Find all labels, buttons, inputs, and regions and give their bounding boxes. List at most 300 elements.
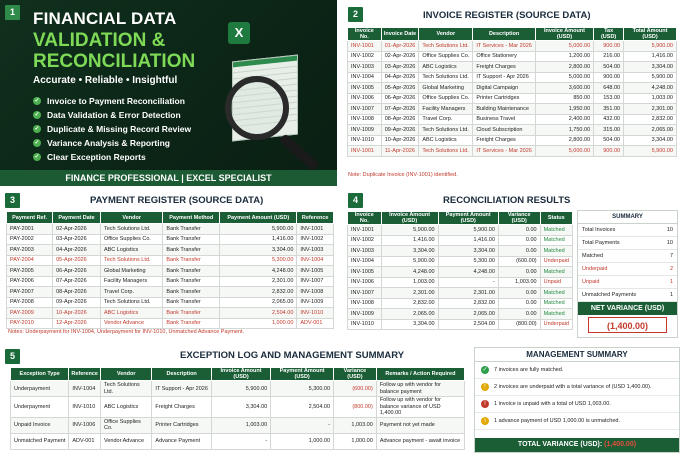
table-cell: 850.00 — [535, 93, 593, 104]
table-cell: (600.00) — [498, 256, 540, 267]
table-cell: 351.00 — [594, 104, 624, 115]
table-cell: 03-Apr-2026 — [53, 234, 101, 245]
table-cell: Freight Charges — [473, 135, 536, 146]
table-cell: INV-1007 — [348, 104, 382, 115]
feature-item: ✓ Invoice to Payment Reconciliation — [34, 96, 185, 106]
table-cell: 1,003.00 — [334, 417, 377, 433]
table-cell: 07-Apr-2026 — [381, 104, 419, 115]
table-cell: Office Supplies Co. — [100, 234, 162, 245]
table-cell: 153.00 — [594, 93, 624, 104]
check-icon: ✓ — [482, 367, 488, 373]
table-header-row — [11, 368, 465, 381]
table-cell: 2,832.00 — [381, 298, 438, 309]
summary-label: Unmatched Payments — [582, 292, 637, 298]
table-row — [348, 277, 573, 288]
table-cell: INV-1002 — [297, 234, 334, 245]
table-row — [7, 234, 334, 245]
table-cell: PAY-2003 — [7, 245, 53, 256]
table-cell: IT Services - Mar 2026 — [473, 41, 536, 52]
table-cell: 04-Apr-2026 — [53, 245, 101, 256]
table-cell: INV-1008 — [297, 287, 334, 298]
table-cell: INV-1002 — [348, 235, 382, 246]
check-icon: ✓ — [34, 98, 40, 104]
table-cell: Unmatched Payment — [11, 433, 69, 449]
table-cell: ADV-001 — [69, 433, 101, 449]
table-cell: 11-Apr-2026 — [381, 146, 419, 157]
reconciliation-panel — [343, 190, 680, 340]
table-cell: Office Supplies Co. — [100, 417, 151, 433]
table-cell: Cloud Subscription — [473, 125, 536, 136]
invoice-register-table — [347, 27, 677, 157]
table-cell: INV-1006 — [69, 417, 101, 433]
summary-value: 10 — [666, 227, 673, 233]
net-variance-label: NET VARIANCE (USD) — [578, 302, 677, 315]
table-row — [7, 255, 334, 266]
table-cell: Matched — [540, 267, 572, 278]
table-cell: 02-Apr-2026 — [53, 224, 101, 235]
table-cell: 648.00 — [594, 83, 624, 94]
table-cell: 2,400.00 — [535, 114, 593, 125]
table-cell: Matched — [540, 309, 572, 320]
table-cell: 2,065.00 — [438, 309, 498, 320]
column-header: Payment Amount (USD) — [438, 212, 498, 225]
panel-number-1: 1 — [5, 5, 20, 20]
table-cell: 1,000.00 — [220, 318, 297, 329]
column-header: Tax (USD) — [594, 28, 624, 41]
column-header: Reference — [297, 212, 334, 224]
table-row — [348, 125, 677, 136]
reconciliation-table-wrap — [347, 211, 573, 330]
table-cell: Travel Corp. — [419, 114, 473, 125]
column-header: Status — [540, 212, 572, 225]
table-row — [7, 224, 334, 235]
feature-item: ✓ Data Validation & Error Detection — [34, 110, 181, 120]
table-cell: 2,832.00 — [438, 298, 498, 309]
table-cell: Bank Transfer — [163, 224, 220, 235]
table-cell: 2,832.00 — [624, 114, 677, 125]
warning-icon: ! — [481, 383, 489, 391]
table-cell: 2,301.00 — [624, 104, 677, 115]
table-cell: 432.00 — [594, 114, 624, 125]
feature-item: ✓ Clear Exception Reports — [34, 152, 146, 162]
table-cell: 2,065.00 — [381, 309, 438, 320]
table-row — [348, 62, 677, 73]
table-cell: Business Travel — [473, 114, 536, 125]
summary-rows — [578, 224, 677, 302]
table-cell: Freight Charges — [473, 62, 536, 73]
table-cell: 1,003.00 — [211, 417, 270, 433]
table-cell: Matched — [540, 298, 572, 309]
column-header: Invoice Date — [381, 28, 419, 41]
table-row — [7, 245, 334, 256]
table-cell: Bank Transfer — [163, 266, 220, 277]
total-variance-label: TOTAL VARIANCE (USD): — [517, 441, 603, 448]
hero-subtitle — [33, 30, 195, 72]
table-row — [348, 267, 573, 278]
column-header: Invoice No. — [348, 28, 382, 41]
summary-value: 10 — [666, 240, 673, 246]
summary-value: 1 — [669, 292, 673, 298]
table-cell: 1,003.00 — [498, 277, 540, 288]
table-cell: INV-1004 — [297, 255, 334, 266]
table-cell: Tech Solutions Ltd. — [100, 255, 162, 266]
table-cell: (800.00) — [498, 319, 540, 330]
column-header: Payment Ref. — [7, 212, 53, 224]
column-header: Invoice Amount (USD) — [381, 212, 438, 225]
column-header: Vendor — [100, 212, 162, 224]
table-row — [348, 309, 573, 320]
table-row — [348, 246, 573, 257]
table-cell: 3,304.00 — [381, 246, 438, 257]
table-cell: Travel Corp. — [100, 287, 162, 298]
table-cell: 2,800.00 — [535, 62, 593, 73]
table-cell: 5,300.00 — [271, 381, 334, 397]
table-cell: 0.00 — [498, 288, 540, 299]
table-cell: Office Stationery — [473, 51, 536, 62]
table-cell: INV-1001 — [348, 225, 382, 236]
hero-title: FINANCIAL DATA — [33, 9, 177, 28]
invoice-register-table-wrap — [347, 27, 677, 157]
table-cell: Office Supplies Co. — [419, 51, 473, 62]
management-summary-item — [475, 362, 679, 379]
table-cell: Bank Transfer — [163, 255, 220, 266]
table-cell: Global Marketing — [419, 83, 473, 94]
table-cell: INV-1010 — [297, 308, 334, 319]
table-cell: Facility Managers — [100, 276, 162, 287]
table-cell: Facility Managers — [419, 104, 473, 115]
table-cell: INV-1005 — [297, 266, 334, 277]
summary-row — [578, 224, 677, 237]
table-cell: Matched — [540, 235, 572, 246]
table-cell: INV-1003 — [348, 246, 382, 257]
table-cell: Printer Cartridges — [152, 417, 212, 433]
table-cell: 0.00 — [498, 246, 540, 257]
table-cell: INV-1009 — [297, 297, 334, 308]
table-cell: 05-Apr-2026 — [381, 83, 419, 94]
summary-label: Unpaid — [582, 279, 600, 285]
payment-register-table-wrap — [6, 211, 334, 329]
management-summary-text: 7 invoices are fully matched. — [494, 367, 564, 373]
table-cell: 504.00 — [594, 135, 624, 146]
check-icon: ✓ — [34, 140, 40, 146]
summary-row — [578, 276, 677, 289]
table-cell: INV-1001 — [348, 146, 382, 157]
management-summary-panel — [472, 344, 680, 453]
column-header: Remarks / Action Required — [376, 368, 464, 381]
table-cell: 5,900.00 — [624, 72, 677, 83]
reconciliation-table — [347, 211, 573, 330]
table-header-row — [7, 212, 334, 224]
table-cell: - — [438, 277, 498, 288]
table-cell: Tech Solutions Ltd. — [100, 381, 151, 397]
table-cell: Advance Payment — [152, 433, 212, 449]
summary-label: Matched — [582, 253, 604, 259]
table-cell: INV-1005 — [348, 83, 382, 94]
table-cell: 10-Apr-2026 — [53, 308, 101, 319]
table-cell: 5,900.00 — [381, 256, 438, 267]
table-cell: INV-1007 — [297, 276, 334, 287]
column-header: Invoice Amount (USD) — [535, 28, 593, 41]
table-cell: 4,248.00 — [624, 83, 677, 94]
table-row — [348, 319, 573, 330]
management-summary-box — [474, 347, 680, 453]
table-cell: INV-1004 — [348, 256, 382, 267]
table-row — [348, 298, 573, 309]
table-cell: Underpaid — [540, 256, 572, 267]
table-cell: 5,900.00 — [381, 225, 438, 236]
management-summary-text: 1 advance payment of USD 1,000.00 is unmatched. — [494, 418, 620, 424]
column-header: Reference — [69, 368, 101, 381]
table-cell: Matched — [540, 246, 572, 257]
table-cell: 3,600.00 — [535, 83, 593, 94]
table-row — [7, 308, 334, 319]
table-row — [7, 287, 334, 298]
feature-item: ✓ Variance Analysis & Reporting — [34, 138, 170, 148]
table-cell: ABC Logistics — [100, 308, 162, 319]
table-cell: Tech Solutions Ltd. — [419, 72, 473, 83]
table-cell: 2,301.00 — [220, 276, 297, 287]
table-cell: 2,800.00 — [535, 135, 593, 146]
table-cell: IT Support - Apr 2026 — [152, 381, 212, 397]
table-cell: Payment not yet made — [376, 417, 464, 433]
check-icon: ✓ — [34, 112, 40, 118]
total-variance — [475, 438, 679, 452]
column-header: Description — [473, 28, 536, 41]
table-cell: Global Marketing — [100, 266, 162, 277]
table-cell: 06-Apr-2026 — [381, 93, 419, 104]
table-cell: 4,248.00 — [220, 266, 297, 277]
column-header: Payment Amount (USD) — [271, 368, 334, 381]
table-row — [348, 41, 677, 52]
table-cell: 2,832.00 — [220, 287, 297, 298]
exception-log-table-wrap — [10, 367, 465, 450]
exception-log-panel — [0, 344, 470, 453]
table-cell: 0.00 — [498, 235, 540, 246]
table-row — [11, 381, 465, 397]
table-cell: Digital Campaign — [473, 83, 536, 94]
panel-number-2: 2 — [348, 7, 363, 22]
table-cell: PAY-2001 — [7, 224, 53, 235]
hero-subtitle-line2: RECONCILIATION — [33, 51, 196, 72]
hero-footer: FINANCE PROFESSIONAL | EXCEL SPECIALIST — [0, 170, 337, 186]
table-row — [11, 397, 465, 418]
table-cell: 2,301.00 — [381, 288, 438, 299]
table-cell: 1,200.00 — [535, 51, 593, 62]
table-cell: INV-1010 — [69, 397, 101, 418]
table-cell: INV-1009 — [348, 309, 382, 320]
summary-label: Total Payments — [582, 240, 620, 246]
table-cell: INV-1004 — [69, 381, 101, 397]
table-cell: Bank Transfer — [163, 318, 220, 329]
column-header: Description — [152, 368, 212, 381]
table-cell: INV-1006 — [348, 277, 382, 288]
table-cell: (600.00) — [334, 381, 377, 397]
table-cell: 1,416.00 — [438, 235, 498, 246]
table-cell: 4,248.00 — [381, 267, 438, 278]
table-cell: 0.00 — [498, 298, 540, 309]
table-cell: Vendor Advance — [100, 433, 151, 449]
table-row — [348, 146, 677, 157]
table-cell: Underpayment — [11, 381, 69, 397]
table-cell: Printer Cartridges — [473, 93, 536, 104]
column-header: Invoice No. — [348, 212, 382, 225]
summary-row — [578, 289, 677, 302]
table-cell: Bank Transfer — [163, 287, 220, 298]
payment-register-title: PAYMENT REGISTER (SOURCE DATA) — [90, 195, 264, 206]
table-row — [348, 288, 573, 299]
summary-row — [578, 263, 677, 276]
table-cell: Unpaid — [540, 277, 572, 288]
table-cell: 1,416.00 — [624, 51, 677, 62]
table-cell: INV-1008 — [348, 298, 382, 309]
table-cell: INV-1003 — [348, 62, 382, 73]
summary-title: SUMMARY — [578, 211, 677, 224]
exception-log-title: EXCEPTION LOG AND MANAGEMENT SUMMARY — [180, 350, 405, 361]
table-cell: 02-Apr-2026 — [381, 51, 419, 62]
table-cell: 04-Apr-2026 — [381, 72, 419, 83]
table-cell: 0.00 — [498, 267, 540, 278]
table-cell: PAY-2005 — [7, 266, 53, 277]
table-cell: 3,304.00 — [624, 62, 677, 73]
table-cell: Bank Transfer — [163, 297, 220, 308]
table-cell: INV-1006 — [348, 93, 382, 104]
table-cell: Underpaid — [540, 319, 572, 330]
total-variance-value: (1,400.00) — [604, 441, 637, 448]
table-header-row — [348, 28, 677, 41]
table-cell: 10-Apr-2026 — [381, 135, 419, 146]
table-row — [348, 225, 573, 236]
table-cell: Bank Transfer — [163, 276, 220, 287]
table-cell: 4,248.00 — [438, 267, 498, 278]
table-cell: 09-Apr-2026 — [53, 297, 101, 308]
management-summary-item — [475, 396, 679, 413]
error-icon: ! — [481, 400, 489, 408]
table-cell: INV-1001 — [348, 41, 382, 52]
check-icon: ✓ — [34, 126, 40, 132]
table-cell: Follow up with vendor for balance payment — [376, 381, 464, 397]
table-cell: Building Maintenance — [473, 104, 536, 115]
table-cell: Tech Solutions Ltd. — [100, 297, 162, 308]
panel-number-5: 5 — [5, 349, 20, 364]
table-cell: 0.00 — [498, 309, 540, 320]
net-variance-value: (1,400.00) — [588, 317, 667, 333]
table-cell: 06-Apr-2026 — [53, 266, 101, 277]
table-cell: 1,416.00 — [381, 235, 438, 246]
table-cell: IT Services - Mar 2026 — [473, 146, 536, 157]
table-cell: 2,065.00 — [624, 125, 677, 136]
management-summary-item — [475, 379, 679, 396]
column-header: Payment Method — [163, 212, 220, 224]
column-header: Vendor — [100, 368, 151, 381]
table-cell: Tech Solutions Ltd. — [419, 146, 473, 157]
table-cell: - — [271, 417, 334, 433]
exception-log-table — [10, 367, 465, 450]
invoice-register-panel — [343, 0, 680, 186]
table-cell: INV-1010 — [348, 319, 382, 330]
table-cell: INV-1005 — [348, 267, 382, 278]
management-summary-text: 2 invoices are underpaid with a total variance of (USD 1,400.00). — [494, 384, 652, 390]
table-cell: Tech Solutions Ltd. — [419, 41, 473, 52]
management-summary-title: MANAGEMENT SUMMARY — [475, 348, 679, 362]
table-cell: 5,000.00 — [535, 146, 593, 157]
column-header: Vendor — [419, 28, 473, 41]
table-cell: Unpaid Invoice — [11, 417, 69, 433]
table-cell: PAY-2010 — [7, 318, 53, 329]
table-cell: Bank Transfer — [163, 234, 220, 245]
feature-item: ✓ Duplicate & Missing Record Review — [34, 124, 192, 134]
table-cell: 1,003.00 — [381, 277, 438, 288]
payment-register-table — [6, 211, 334, 329]
table-row — [11, 417, 465, 433]
table-cell: 1,000.00 — [334, 433, 377, 449]
table-cell: INV-1009 — [348, 125, 382, 136]
table-row — [348, 83, 677, 94]
table-cell: Office Supplies Co. — [419, 93, 473, 104]
management-summary-rows — [475, 362, 679, 430]
panel-number-3: 3 — [5, 193, 20, 208]
management-summary-text: 1 invoice is unpaid with a total of USD 1,003.00. — [494, 401, 611, 407]
check-icon: ✓ — [34, 154, 40, 160]
table-cell: Vendor Advance — [100, 318, 162, 329]
table-cell: 216.00 — [594, 51, 624, 62]
table-cell: 5,000.00 — [535, 41, 593, 52]
table-cell: 08-Apr-2026 — [381, 114, 419, 125]
table-cell: PAY-2006 — [7, 276, 53, 287]
table-cell: INV-1007 — [348, 288, 382, 299]
excel-icon: X — [228, 22, 250, 44]
table-cell: 5,900.00 — [438, 225, 498, 236]
table-header-row — [348, 212, 573, 225]
hero-banner — [0, 0, 337, 186]
summary-value: 7 — [669, 253, 673, 259]
table-cell: INV-1001 — [297, 224, 334, 235]
column-header: Payment Date — [53, 212, 101, 224]
table-cell: INV-1002 — [348, 51, 382, 62]
table-row — [348, 256, 573, 267]
table-cell: PAY-2009 — [7, 308, 53, 319]
table-cell: 1,000.00 — [271, 433, 334, 449]
table-cell: 2,504.00 — [220, 308, 297, 319]
table-cell: 5,900.00 — [624, 146, 677, 157]
column-header: Total Amount (USD) — [624, 28, 677, 41]
table-cell: 2,504.00 — [271, 397, 334, 418]
hero-subtitle-line1: VALIDATION & — [33, 30, 166, 51]
invoice-register-title: INVOICE REGISTER (SOURCE DATA) — [423, 10, 591, 21]
summary-label: Total Invoices — [582, 227, 616, 233]
table-row — [7, 276, 334, 287]
table-cell: Matched — [540, 288, 572, 299]
table-row — [348, 235, 573, 246]
table-row — [7, 266, 334, 277]
table-cell: 900.00 — [594, 41, 624, 52]
table-cell: 05-Apr-2026 — [53, 255, 101, 266]
table-cell: 1,950.00 — [535, 104, 593, 115]
table-cell: ABC Logistics — [419, 62, 473, 73]
table-cell: PAY-2004 — [7, 255, 53, 266]
table-cell: 08-Apr-2026 — [53, 287, 101, 298]
table-cell: 1,003.00 — [624, 93, 677, 104]
summary-row — [578, 250, 677, 263]
table-cell: 1,750.00 — [535, 125, 593, 136]
panel-number-4: 4 — [348, 193, 363, 208]
payment-register-note: Notes: Underpayment for INV-1004, Underpayment for INV-1010, Unmatched Advance Payment. — [8, 329, 245, 335]
table-cell: 1,416.00 — [220, 234, 297, 245]
table-cell: 5,900.00 — [220, 224, 297, 235]
summary-row — [578, 237, 677, 250]
table-cell: INV-1010 — [348, 135, 382, 146]
table-cell: Advance payment - await invoice — [376, 433, 464, 449]
table-cell: 03-Apr-2026 — [381, 62, 419, 73]
